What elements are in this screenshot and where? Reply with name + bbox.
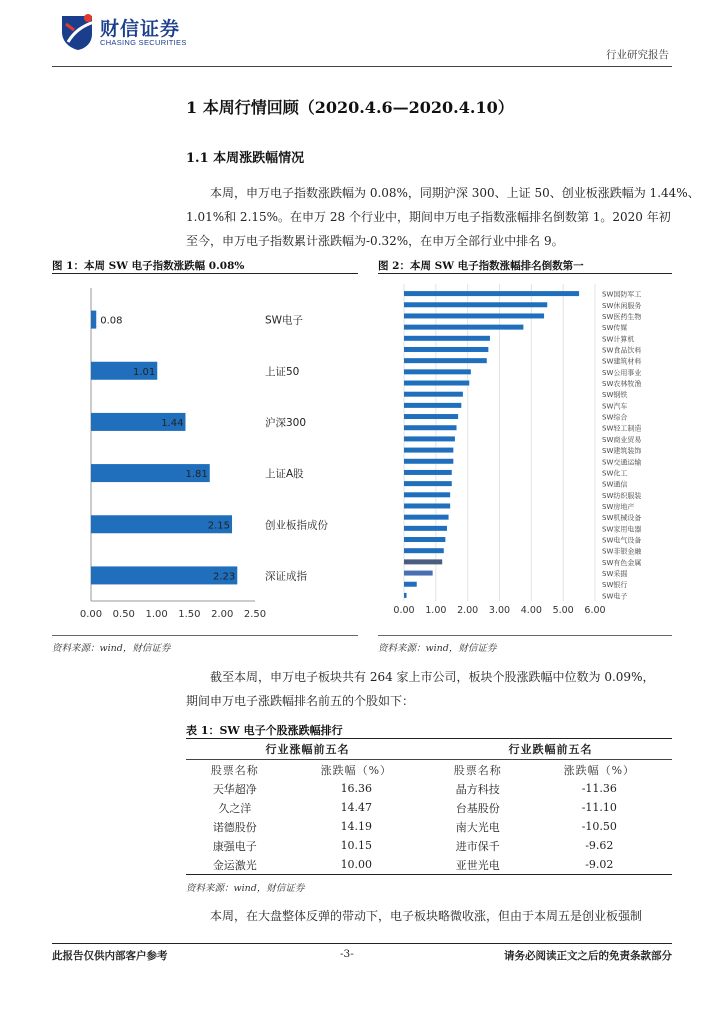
bar — [404, 336, 490, 341]
top-losers-header: 行业跌幅前五名 — [429, 739, 672, 760]
gainer-name: 久之洋 — [218, 801, 252, 815]
x-tick-label: 1.50 — [178, 609, 201, 620]
bar — [404, 403, 461, 408]
loser-name: 台基股份 — [455, 801, 500, 815]
x-tick-label: 0.00 — [393, 605, 415, 616]
bar — [404, 358, 487, 363]
x-tick-label: 1.00 — [145, 609, 168, 620]
page-number: -3- — [340, 948, 354, 960]
category-label: SW家用电器 — [602, 525, 642, 534]
header-divider — [52, 66, 672, 67]
bar-value-label: 1.44 — [161, 417, 184, 429]
col-stock-name: 股票名称 — [453, 763, 502, 777]
figure2-bar-chart — [378, 276, 672, 632]
figure1-title: 图 1：本周 SW 电子指数涨跌幅 0.08% — [52, 260, 245, 272]
loser-change: -9.62 — [585, 839, 614, 852]
bar-value-label: 2.15 — [207, 520, 231, 532]
bar — [404, 537, 445, 542]
category-label: SW通信 — [602, 480, 628, 489]
category-label: SW房地产 — [602, 502, 635, 511]
paragraph-line: 1.01%和 2.15%。在申万 28 个行业中，期间申万电子指数涨幅排名倒数第 1。2020 年初 — [186, 210, 671, 224]
bar — [404, 425, 457, 430]
table-row — [186, 855, 672, 875]
table-row — [186, 817, 672, 836]
closing-paragraph: 本周，在大盘整体反弹的带动下，电子板块略微收涨，但由于本周五是创业板强制 — [210, 909, 643, 923]
category-label: SW汽车 — [602, 402, 628, 411]
paragraph-line: 截至本周，申万电子板块共有 264 家上市公司，板块个股涨跌幅中位数为 0.09%， — [210, 670, 655, 684]
category-label: SW纺织服装 — [602, 491, 642, 500]
bar — [404, 291, 579, 296]
subsection-heading: 1.1 本周涨跌幅情况 — [186, 151, 305, 166]
company-logo — [58, 12, 198, 52]
x-tick-label: 1.00 — [425, 605, 447, 616]
loser-name: 南大光电 — [455, 820, 500, 834]
bar — [404, 515, 449, 520]
col-change: 涨跌幅（%） — [320, 763, 393, 777]
bar-value-label: 0.08 — [100, 315, 123, 327]
figure1-bottom-rule — [52, 635, 358, 636]
report-type: 行业研究报告 — [606, 49, 669, 61]
bar — [404, 436, 455, 441]
figure2-source: 资料来源：wind，财信证券 — [378, 643, 497, 654]
category-label: SW有色金属 — [602, 558, 642, 567]
x-tick-label: 2.00 — [211, 609, 234, 620]
category-label: SW建筑材料 — [602, 357, 642, 366]
x-tick-label: 2.00 — [457, 605, 479, 616]
gainer-change: 10.15 — [340, 839, 373, 852]
bar — [404, 526, 447, 531]
category-label: SW电子 — [265, 314, 304, 327]
loser-name: 亚世光电 — [429, 855, 527, 875]
table-row — [186, 779, 672, 798]
category-label: SW建筑装饰 — [602, 447, 642, 456]
category-label: SW化工 — [602, 469, 628, 478]
col-stock-name: 股票名称 — [210, 763, 259, 777]
category-label: SW公用事业 — [602, 368, 642, 377]
bar — [404, 313, 544, 318]
x-tick-label: 4.00 — [520, 605, 542, 616]
bar — [404, 414, 458, 419]
bar-value-label: 1.81 — [185, 469, 208, 481]
table-row — [186, 836, 672, 855]
section-heading: 1 本周行情回顾（2020.4.6—2020.4.10） — [186, 98, 514, 117]
top-gainers-header: 行业涨幅前五名 — [186, 739, 429, 760]
category-label: 创业板指成份 — [265, 519, 328, 532]
bar — [404, 593, 407, 598]
table-row — [186, 798, 672, 817]
category-label: SW商业贸易 — [602, 435, 642, 444]
table-group-header — [186, 739, 672, 760]
table-title: 表 1：SW 电子个股涨跌幅排行 — [186, 724, 343, 737]
x-tick-label: 3.00 — [488, 605, 511, 616]
gainer-name: 天华超净 — [212, 782, 257, 796]
bar — [404, 470, 452, 475]
bar — [404, 325, 523, 330]
gainer-change: 10.00 — [284, 855, 429, 875]
bar — [404, 559, 442, 564]
bar — [404, 571, 433, 576]
logo-name-cn: 财信证券 — [100, 18, 181, 40]
category-label: SW机械设备 — [602, 514, 642, 523]
bar-value-label: 1.01 — [132, 366, 156, 378]
category-label: SW食品饮料 — [602, 346, 642, 355]
category-label: 沪深300 — [265, 416, 307, 429]
category-label: 上证50 — [265, 365, 300, 378]
figure1-bar-chart — [52, 276, 358, 632]
category-label: SW休闲服务 — [602, 301, 642, 310]
stock-ranking-table — [186, 738, 672, 875]
gainer-name: 诺德股份 — [212, 820, 257, 834]
bar-value-label: 2.23 — [213, 571, 236, 583]
loser-change: -9.02 — [527, 855, 672, 875]
loser-name: 进市保千 — [455, 839, 500, 853]
category-label: SW银行 — [602, 581, 628, 590]
loser-change: -11.36 — [581, 782, 617, 795]
bar — [404, 459, 453, 464]
loser-change: -11.10 — [581, 801, 617, 814]
intro-paragraph — [186, 181, 700, 253]
figure1-top-rule — [52, 273, 358, 274]
category-label: SW国防军工 — [602, 290, 642, 299]
bar — [91, 311, 96, 329]
bar — [404, 392, 463, 397]
footer-notice: 请务必阅读正文之后的免责条款部分 — [504, 950, 672, 962]
stock-paragraph — [186, 665, 672, 713]
bar — [404, 381, 469, 386]
loser-name: 晶方科技 — [455, 782, 500, 796]
bar — [404, 302, 547, 307]
bar — [404, 369, 471, 374]
x-tick-label: 5.00 — [552, 605, 574, 616]
gainer-name: 康强电子 — [212, 839, 257, 853]
category-label: SW轻工制造 — [602, 424, 642, 433]
figure1-source: 资料来源：wind，财信证券 — [52, 643, 171, 654]
x-tick-label: 0.50 — [112, 609, 135, 620]
bar — [404, 347, 488, 352]
col-change: 涨跌幅（%） — [563, 763, 636, 777]
gainer-name: 金运激光 — [186, 855, 284, 875]
category-label: SW农林牧渔 — [602, 380, 642, 389]
category-label: 上证A股 — [265, 468, 304, 481]
gainer-change: 16.36 — [340, 782, 373, 795]
logo-name-en: CHASING SECURITIES — [100, 38, 187, 47]
footer-disclaimer: 此报告仅供内部客户参考 — [52, 950, 168, 962]
category-label: SW电子 — [602, 592, 628, 601]
bar — [404, 448, 453, 453]
gainer-change: 14.19 — [340, 820, 373, 833]
paragraph-line: 本周，申万电子指数涨跌幅为 0.08%，同期沪深 300、上证 50、创业板涨跌幅为 1.44%、 — [210, 186, 700, 200]
x-tick-label: 0.00 — [79, 609, 103, 620]
category-label: SW采掘 — [602, 570, 628, 579]
bar — [404, 503, 450, 508]
logo-emblem-icon — [58, 12, 98, 52]
category-label: SW钢铁 — [602, 391, 628, 400]
category-label: SW综合 — [602, 413, 628, 422]
figure2-title: 图 2：本周 SW 电子指数涨幅排名倒数第一 — [378, 260, 584, 272]
gainer-change: 14.47 — [340, 801, 373, 814]
category-label: SW电气设备 — [602, 536, 642, 545]
bar — [404, 548, 444, 553]
category-label: SW非银金融 — [602, 547, 642, 556]
category-label: SW传媒 — [602, 324, 628, 333]
paragraph-line: 期间申万电子涨跌幅排名前五的个股如下： — [186, 694, 415, 708]
bar — [404, 492, 450, 497]
loser-change: -10.50 — [581, 820, 617, 833]
footer-divider — [52, 943, 672, 944]
category-label: 深证成指 — [265, 570, 307, 583]
category-label: SW交通运输 — [602, 458, 642, 467]
figure2-bottom-rule — [378, 635, 672, 636]
bar — [404, 582, 417, 587]
category-label: SW计算机 — [602, 335, 635, 344]
figure2-top-rule — [378, 273, 672, 274]
bar — [404, 481, 452, 486]
table-column-header — [186, 760, 672, 780]
paragraph-line: 至今，申万电子指数累计涨跌幅为-0.32%，在申万全部行业中排名 9。 — [186, 234, 564, 248]
x-tick-label: 2.50 — [243, 609, 267, 620]
category-label: SW医药生物 — [602, 312, 642, 321]
table-source: 资料来源：wind，财信证券 — [186, 883, 305, 894]
x-tick-label: 6.00 — [584, 605, 606, 616]
